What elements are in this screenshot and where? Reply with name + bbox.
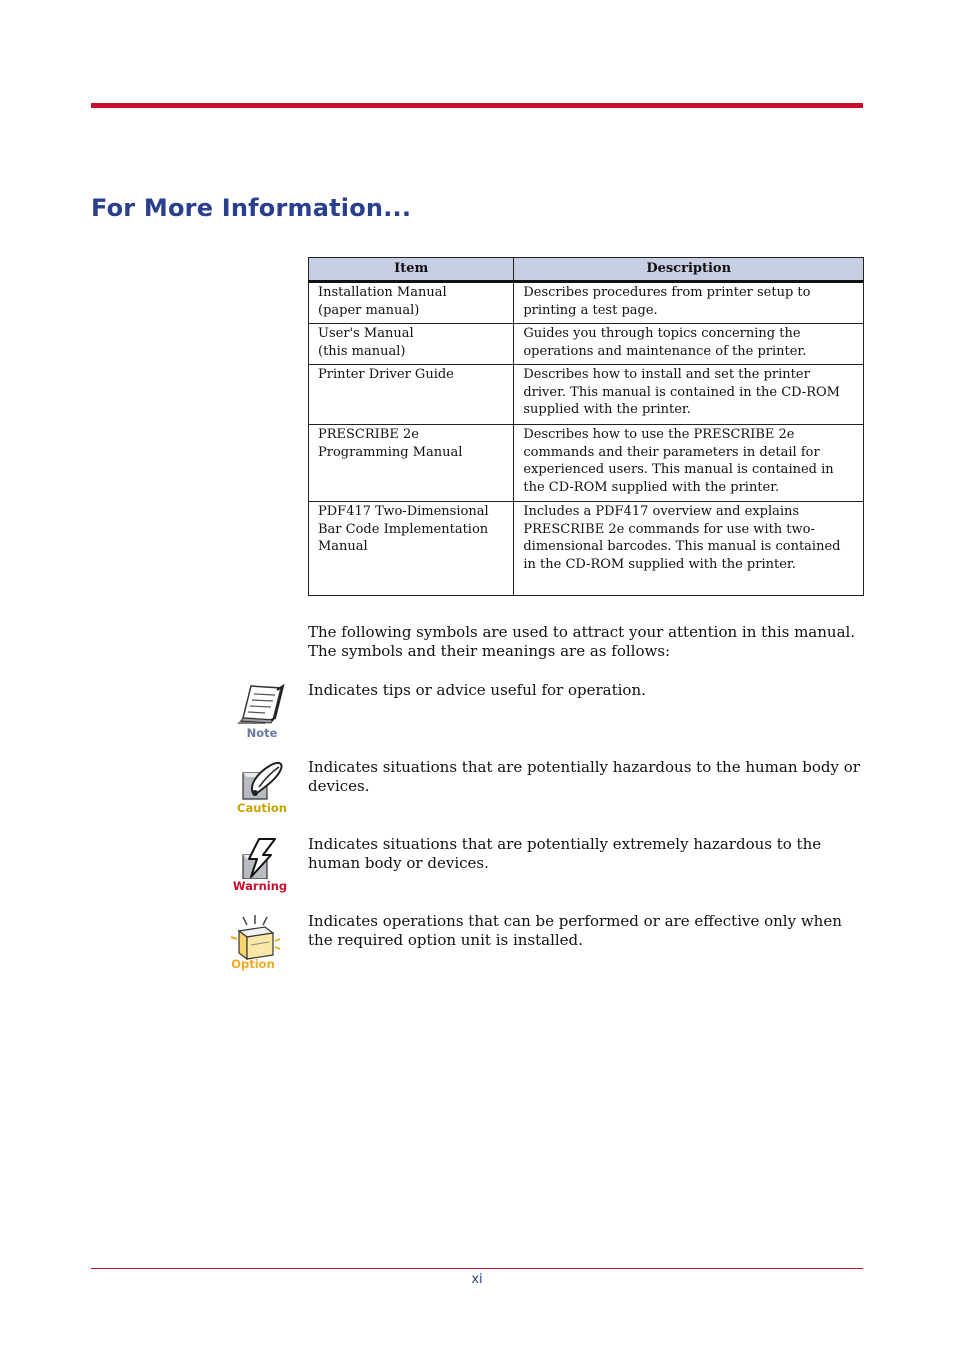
table-cell-item: Printer Driver Guide	[309, 365, 514, 425]
symbols-intro: The following symbols are used to attract your attention in this manual. The symbols and their meanings are as follows:	[308, 623, 856, 660]
table-cell-description: Describes procedures from printer setup to printing a test page.	[514, 282, 864, 324]
table-header-row	[309, 258, 864, 282]
table-cell-item: PRESCRIBE 2e Programming Manual	[309, 425, 514, 502]
table-cell-item: Installation Manual (paper manual)	[309, 282, 514, 324]
note-description: Indicates tips or advice useful for operation.	[308, 681, 646, 699]
option-icon	[225, 915, 281, 961]
option-description: Indicates operations that can be performed or are effective only when the required option unit is installed.	[308, 912, 842, 949]
note-label: Note	[246, 726, 278, 740]
warning-label: Warning	[232, 879, 288, 893]
table-cell-description: Describes how to install and set the printer driver. This manual is contained in the CD-ROM supplied with the printer.	[514, 365, 864, 425]
warning-description: Indicates situations that are potentially extremely hazardous to the human body or devices.	[308, 835, 822, 872]
top-rule	[91, 103, 863, 108]
column-header-item: Item	[309, 258, 514, 282]
column-header-description: Description	[514, 258, 864, 282]
bottom-rule	[91, 1268, 863, 1269]
warning-icon	[235, 837, 285, 879]
table-row	[309, 324, 864, 365]
table-row	[309, 365, 864, 425]
table-cell-description: Guides you through topics concerning the operations and maintenance of the printer.	[514, 324, 864, 365]
table-cell-description: Includes a PDF417 overview and explains PRESCRIBE 2e commands for use with two-dimensional barcodes. This manual is contained in the CD-ROM supplied with the printer.	[514, 502, 864, 596]
table-row	[309, 502, 864, 596]
table-row	[309, 425, 864, 502]
page-title: For More Information...	[91, 194, 412, 222]
option-symbol	[213, 915, 293, 971]
note-symbol	[222, 684, 302, 740]
table-cell-description: Describes how to use the PRESCRIBE 2e commands and their parameters in detail for experienced users. This manual is contained in the CD-ROM supplied with the printer.	[514, 425, 864, 502]
documents-table	[308, 257, 864, 596]
note-icon	[237, 684, 287, 726]
caution-icon	[237, 759, 287, 801]
caution-label: Caution	[237, 801, 287, 815]
warning-symbol	[220, 837, 300, 893]
caution-symbol	[222, 759, 302, 815]
page-number: xi	[471, 1272, 483, 1287]
option-label: Option	[231, 957, 275, 971]
table-cell-item: PDF417 Two-Dimensional Bar Code Implementation Manual	[309, 502, 514, 596]
caution-description: Indicates situations that are potentially hazardous to the human body or devices.	[308, 758, 860, 795]
table-cell-item: User's Manual (this manual)	[309, 324, 514, 365]
table-row	[309, 282, 864, 324]
